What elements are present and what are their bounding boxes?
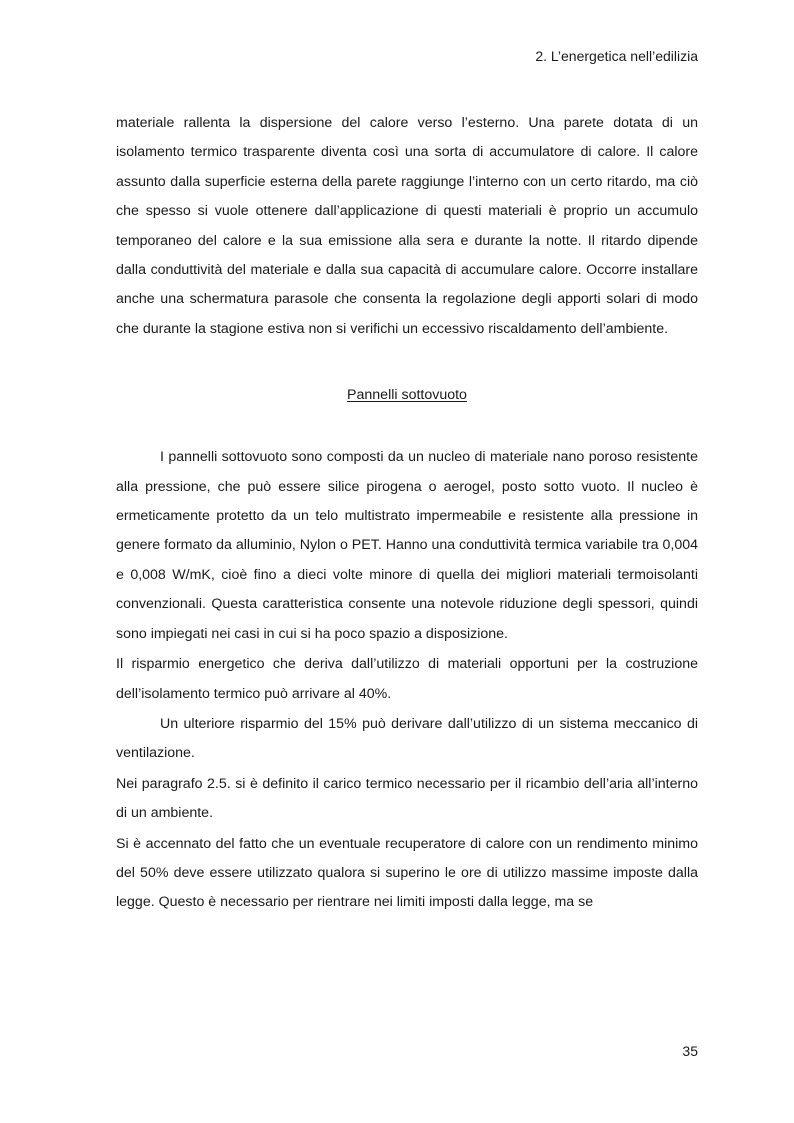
body-paragraph: Il risparmio energetico che deriva dall’utilizzo di materiali opportuni per la costruzione dell’isolamento termico può arrivare al 40%. — [116, 656, 698, 702]
body-paragraph: Un ulteriore risparmio del 15% può derivare dall’utilizzo di un sistema meccanico di ventilazione. — [116, 715, 698, 762]
body-paragraph: materiale rallenta la dispersione del calore verso l’esterno. Una parete dotata di un isolamento termico trasparente diventa così una sorta di accumulatore di calore. Il calore assunto dalla superficie esterna della parete raggiunge l’interno con un certo ritardo, ma ciò che spesso si vuole ottenere dall’applicazione di questi materiali è proprio un accumulo temporaneo del calore e la sua emissione alla sera e durante la notte. Il ritardo dipende dalla conduttività del materiale e dalla sua capacità di accumulare calore. Occorre installare anche una schermatura parasole che consenta la regolazione degli apporti solari di modo che durante la stagione estiva non si verifichi un eccessivo riscaldamento dell’ambiente. — [116, 115, 698, 337]
running-header: 2. L’energetica nell’edilizia — [535, 48, 698, 64]
page-body — [116, 109, 698, 918]
page-number: 35 — [682, 1043, 698, 1059]
section-heading — [116, 385, 698, 405]
body-paragraph: Si è accennato del fatto che un eventuale recuperatore di calore con un rendimento minimo del 50% deve essere utilizzato qualora si superino le ore di utilizzo massime imposte dalla legge. Questo è necessario per rientrare nei limiti imposti dalla legge, ma se — [116, 835, 698, 911]
body-paragraph: I pannelli sottovuoto sono composti da un nucleo di materiale nano poroso resistente alla pressione, che può essere silice pirogena o aerogel, posto sotto vuoto. Il nucleo è ermeticamente protetto da un telo multistrato impermeabile e resistente alla pressione in genere formato da alluminio, Nylon o PET. Hanno una conduttività termica variabile tra 0,004 e 0,008 W/mK, cioè fino a dieci volte minore di quella dei migliori materiali termoisolanti convenzionali. Questa caratteristica consente una notevole riduzione degli spessori, quindi sono impiegati nei casi in cui si ha poco spazio a disposizione. — [116, 449, 699, 642]
body-paragraph: Nei paragrafo 2.5. si è definito il carico termico necessario per il ricambio dell’aria all’interno di un ambiente. — [116, 775, 698, 822]
section-heading-text: Pannelli sottovuoto — [347, 387, 467, 404]
